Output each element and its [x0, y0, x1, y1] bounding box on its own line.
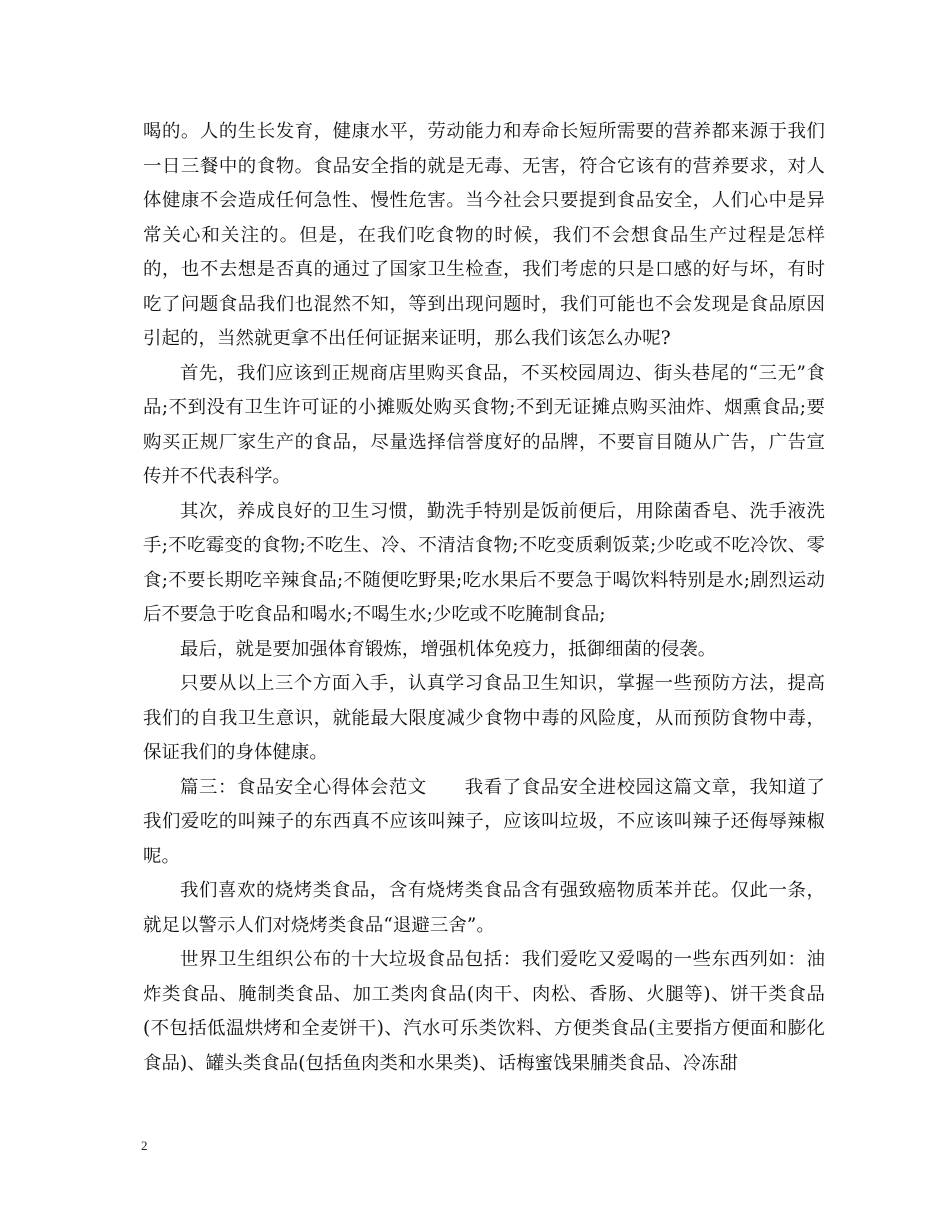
paragraph-second-advice: 其次，养成良好的卫生习惯，勤洗手特别是饭前便后，用除菌香皂、洗手液洗手;不吃霉变的食物;不吃生、冷、不清洁食物;不吃变质剩饭菜;少吃或不吃冷饮、零食;不要长期吃辛辣食品;不随便吃野果;吃水果后不要急于喝饮料特别是水;剧烈运动后不要急于吃食品和喝水;不喝生水;少吃或不吃腌制食品; [143, 500, 825, 625]
paragraph-summary: 只要从以上三个方面入手，认真学习食品卫生知识，掌握一些预防方法，提高我们的自我卫生意识，就能最大限度减少食物中毒的风险度，从而预防食物中毒，保证我们的身体健康。 [143, 673, 825, 763]
paragraph-barbecue-food: 我们喜欢的烧烤类食品，含有烧烤类食品含有强致癌物质苯并芘。仅此一条，就足以警示人们对烧烤类食品“退避三舍”。 [143, 880, 825, 936]
document-body [143, 115, 825, 1081]
paragraph-junk-food-list: 世界卫生组织公布的十大垃圾食品包括：我们爱吃又爱喝的一些东西列如：油炸类食品、腌制类食品、加工类肉食品(肉干、肉松、香肠、火腿等)、饼干类食品(不包括低温烘烤和全麦饼干)、汽水可乐类饮料、方便类食品(主要指方便面和膨化食品)、罐头类食品(包括鱼肉类和水果类)、话梅蜜饯果脯类食品、冷冻甜 [143, 949, 825, 1074]
page-number: 2 [141, 1138, 148, 1153]
paragraph-first-advice: 首先，我们应该到正规商店里购买食品，不买校园周边、街头巷尾的“三无”食品;不到没有卫生许可证的小摊贩处购买食物;不到无证摊点购买油炸、烟熏食品;要购买正规厂家生产的食品，尽量选择信誉度好的品牌，不要盲目随从广告，广告宣传并不代表科学。 [143, 362, 825, 487]
paragraph-continuation: 喝的。人的生长发育，健康水平，劳动能力和寿命长短所需要的营养都来源于我们一日三餐中的食物。食品安全指的就是无毒、无害，符合它该有的营养要求，对人体健康不会造成任何急性、慢性危害。当今社会只要提到食品安全，人们心中是异常关心和关注的。但是，在我们吃食物的时候，我们不会想食品生产过程是怎样的，也不去想是否真的通过了国家卫生检查，我们考虑的只是口感的好与坏，有时吃了问题食品我们也混然不知，等到出现问题时，我们可能也不会发现是食品原因引起的，当然就更拿不出任何证据来证明，那么我们该怎么办呢? [143, 121, 825, 349]
paragraph-essay-three-intro: 篇三：食品安全心得体会范文 我看了食品安全进校园这篇文章，我知道了我们爱吃的叫辣子的东西真不应该叫辣子，应该叫垃圾，不应该叫辣子还侮辱辣椒呢。 [143, 776, 825, 867]
paragraph-third-advice: 最后，就是要加强体育锻炼，增强机体免疫力，抵御细菌的侵袭。 [180, 638, 717, 660]
